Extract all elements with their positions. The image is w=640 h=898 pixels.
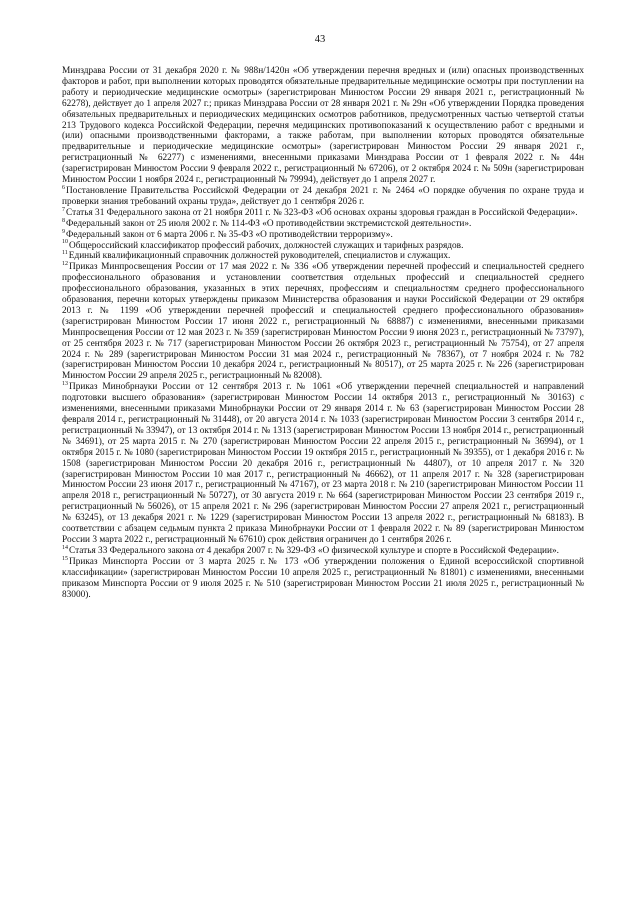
footnotes-block — [62, 66, 584, 600]
footnote-mark: 10 — [62, 239, 68, 246]
footnote-mark: 9 — [62, 228, 65, 235]
footnote-9 — [62, 230, 584, 241]
footnote-15 — [62, 557, 584, 601]
footnote-text: Федеральный закон от 6 марта 2006 г. № 35-ФЗ «О противодействии терроризму». — [66, 229, 393, 240]
footnote-text: Постановление Правительства Российской Федерации от 24 декабря 2021 г. № 2464 «О порядке обучения по охране труда и проверки знания требований охраны труда», действует до 1 сентября 2026 г. — [62, 185, 584, 207]
footnote-mark: 14 — [62, 544, 68, 551]
footnote-text: Статья 33 Федерального закона от 4 декабря 2007 г. № 329-ФЗ «О физической культуре и спорте в Российской Федерации». — [69, 545, 559, 556]
footnote-text: Общероссийский классификатор профессий рабочих, должностей служащих и тарифных разрядов. — [69, 240, 464, 251]
footnote-mark: 8 — [62, 217, 65, 224]
footnote-text: Федеральный закон от 25 июля 2002 г. № 114-ФЗ «О противодействии экстремистской деятельности». — [66, 218, 472, 229]
footnote-14 — [62, 546, 584, 557]
footnote-mark: 13 — [62, 381, 68, 388]
footnote-mark: 12 — [62, 261, 68, 268]
footnote-text: Единый квалификационный справочник должностей руководителей, специалистов и служащих. — [68, 251, 451, 262]
footnote-mark: 6 — [62, 184, 65, 191]
footnote-mark: 11 — [62, 250, 68, 257]
footnote-7 — [62, 208, 584, 219]
footnote-mark: 7 — [62, 206, 65, 213]
footnote-text: Приказ Минобрнауки России от 12 сентября 2013 г. № 1061 «Об утверждении перечней специальностей и направлений подготовки высшего образования» (зарегистрирован Минюстом России 14 октября 2013 г., регистрационный № 30163) с изменениями, внесенными приказами Минобрнауки России от 29 января 2014 г. № 63 (зарегистрирован Минюстом России 28 февраля 2014 г., регистрационный № 31448), от 20 августа 2014 г. № 1033 (зарегистрирован Минюстом России 3 сентября 2014 г., регистрационный № 33947), от 13 октября 2014 г. № 1313 (зарегистрирован Минюстом России 13 ноября 2014 г., регистрационный № 34691), от 25 марта 2015 г. № 270 (зарегистрирован Минюстом России 22 апреля 2015 г., регистрационный № 36994), от 1 октября 2015 г. № 1080 (зарегистрирован Минюстом России 19 октября 2015 г., регистрационный № 39355), от 1 декабря 2016 г. № 1508 (зарегистрирован Минюстом России 20 декабря 2016 г., регистрационный № 44807), от 10 апреля 2017 г. № 320 (зарегистрирован Минюстом России 10 мая 2017 г., регистрационный № 46662), от 11 апреля 2017 г. № 328 (зарегистрирован Минюстом России 23 июня 2017 г., регистрационный № 47167), от 23 марта 2018 г. № 210 (зарегистрирован Минюстом России 11 апреля 2018 г., регистрационный № 50727), от 30 августа 2019 г. № 664 (зарегистрирован Минюстом России 23 сентября 2019 г., регистрационный № 56026), от 15 апреля 2021 г. № 296 (зарегистрирован Минюстом России 27 апреля 2021 г., регистрационный № 63245), от 13 декабря 2021 г. № 1229 (зарегистрирован Минюстом России 13 апреля 2022 г., регистрационный № 68183). В соответствии с абзацем седьмым пункта 2 приказа Минобрнауки России от 1 февраля 2022 г. № 89 (зарегистрирован Минюстом России 3 марта 2022 г., регистрационный № 67610) срок действия ограничен до 1 сентября 2026 г. — [62, 382, 584, 545]
footnote-8 — [62, 219, 584, 230]
footnote-text: Минздрава России от 31 декабря 2020 г. № 988н/1420н «Об утверждении перечня вредных и (или) опасных производственных факторов и работ, при выполнении которых проводятся обязательные предварительные медицинские осмотры при поступлении на работу и периодические медицинские осмотры» (зарегистрирован Минюстом России 29 января 2021 г., регистрационный № 62278), действует до 1 апреля 2027 г.; приказ Минздрава России от 28 января 2021 г. № 29н «Об утверждении Порядка проведения обязательных предварительных и периодических медицинских осмотров работников, предусмотренных частью четвертой статьи 213 Трудового кодекса Российской Федерации, перечня медицинских противопоказаний к осуществлению работ с вредными и (или) опасными производственными факторами, а также работам, при выполнении которых проводятся обязательные предварительные и периодические медицинские осмотры» (зарегистрирован Минюстом России 29 января 2021 г., регистрационный № 62277) с изменениями, внесенными приказами Минздрава России от 1 февраля 2022 г. № 44н (зарегистрирован Минюстом России 9 февраля 2022 г., регистрационный № 67206), от 2 октября 2024 г. № 509н (зарегистрирован Минюстом России 1 ноября 2024 г., регистрационный № 79994), действует до 1 апреля 2027 г. — [62, 66, 584, 186]
footnote-6 — [62, 186, 584, 208]
footnote-12 — [62, 262, 584, 382]
footnote-text: Приказ Минспорта России от 3 марта 2025 г.№ 173 «Об утверждении положения о Единой всероссийской спортивной классификации» (зарегистрирован Минюстом России 10 апреля 2025 г., регистрационный № 81801) с изменениями, внесенными приказом Минспорта России от 9 июля 2025 г. № 510 (зарегистрирован Минюстом России 21 июля 2025 г., регистрационный № 83000). — [62, 556, 584, 600]
page-number: 43 — [314, 34, 326, 45]
footnote-text: Приказ Минпросвещения России от 17 мая 2022 г. № 336 «Об утверждении перечней профессий и специальностей среднего профессионального образования и установлении соответствия отдельных профессий и специальностей среднего профессионального образования, указанных в этих перечнях, профессиям и специальностям среднего профессионального образования, перечни которых утверждены приказом Министерства образования и науки Российской Федерации от 29 октября 2013 г. № 1199 «Об утверждении перечней профессий и специальностей среднего профессионального образования» (зарегистрирован Минюстом России 17 июня 2022 г., регистрационный № 68887) с изменениями, внесенными приказами Минпросвещения России от 12 мая 2023 г. № 359 (зарегистрирован Минюстом России 9 июня 2023 г., регистрационный № 73797), от 25 сентября 2023 г. № 717 (зарегистрирован Минюстом России 26 октября 2023 г., регистрационный № 75754), от 27 апреля 2024 г. № 289 (зарегистрирован Минюстом России 31 мая 2024 г., регистрационный № 78367), от 7 ноября 2024 г. № 782 (зарегистрирован Минюстом России 10 декабря 2024 г., регистрационный № 80517), от 25 марта 2025 г. № 226 (зарегистрирован Минюстом России 29 апреля 2025 г., регистрационный № 82008). — [62, 262, 584, 382]
footnote-continuation — [62, 66, 584, 186]
footnote-text: Статья 31 Федерального закона от 21 ноября 2011 г. № 323-ФЗ «Об основах охраны здоровья граждан в Российской Федерации». — [66, 207, 578, 218]
footnote-10 — [62, 241, 584, 252]
footnote-11 — [62, 251, 584, 262]
footnote-13 — [62, 382, 584, 546]
footnote-mark: 15 — [62, 555, 68, 562]
